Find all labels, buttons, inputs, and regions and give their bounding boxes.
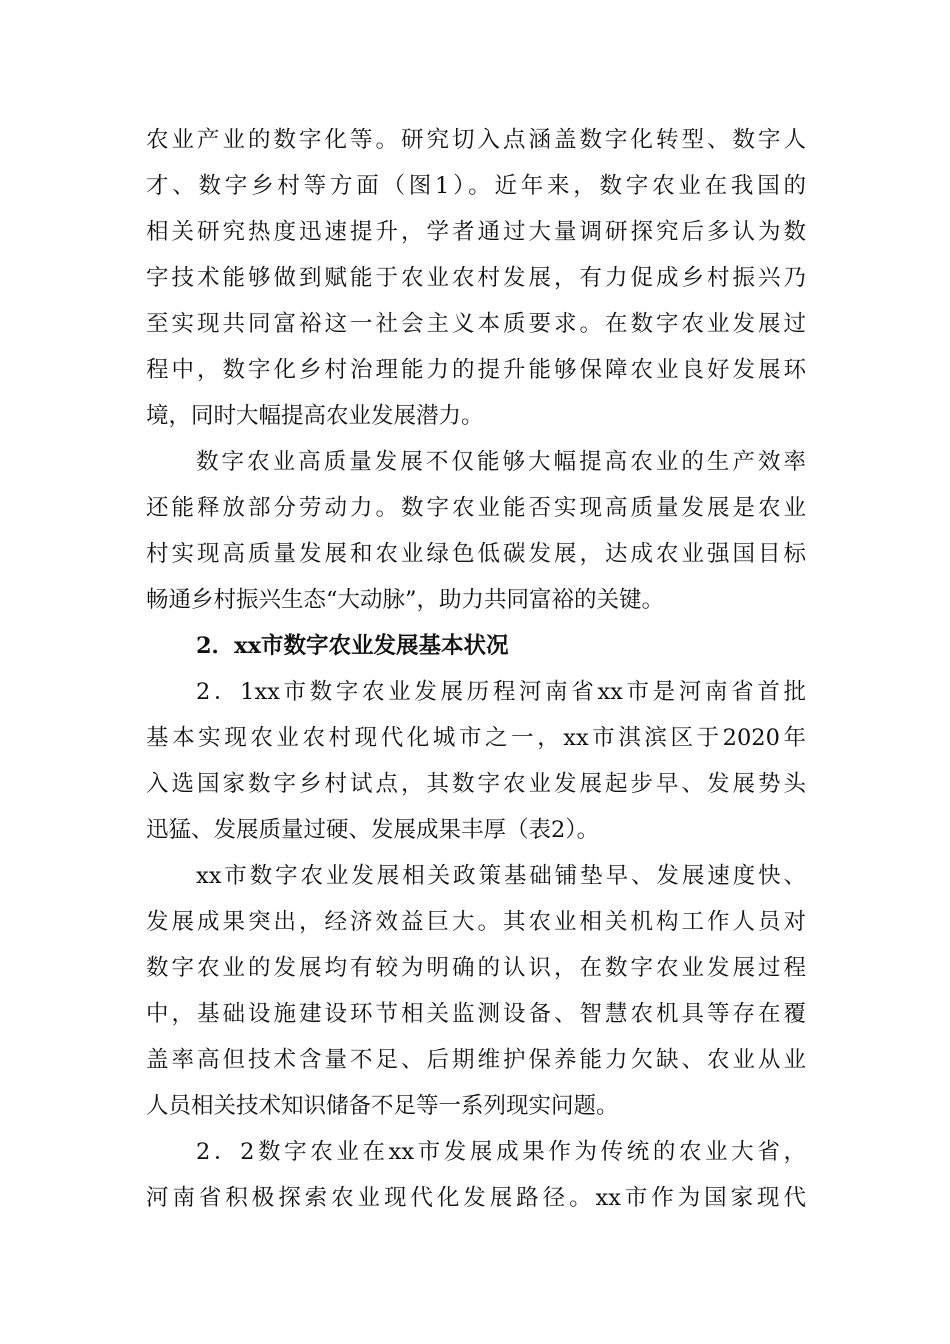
text-line: xx市数字农业发展相关政策基础铺垫早、发展速度快、 [196,863,806,889]
text-line: 基本实现农业农村现代化城市之一，xx市淇滨区于2020年 [146,725,806,751]
text-line: 畅通乡村振兴生态“大动脉”，助力共同富裕的关键。 [146,587,665,613]
text-line: 发展成果突出，经济效益巨大。其农业相关机构工作人员对 [146,909,806,935]
text-line: 才、数字乡村等方面（图1）。近年来，数字农业在我国的 [146,173,806,199]
text-line: 至实现共同富裕这一社会主义本质要求。在数字农业发展过 [146,311,806,337]
text-line: 盖率高但技术含量不足、后期维护保养能力欠缺、农业从业 [146,1047,806,1073]
text-line: 程中，数字化乡村治理能力的提升能够保障农业良好发展环 [146,357,806,383]
text-line: 中，基础设施建设环节相关监测设备、智慧农机具等存在覆 [146,1001,806,1027]
text-line: 还能释放部分劳动力。数字农业能否实现高质量发展是农业 [146,495,806,521]
text-line: 河南省积极探索农业现代化发展路径。xx市作为国家现代 [146,1185,806,1211]
text-line: 村实现高质量发展和农业绿色低碳发展，达成农业强国目标 [146,541,806,567]
text-line: 字技术能够做到赋能于农业农村发展，有力促成乡村振兴乃 [146,265,806,291]
text-line: 农业产业的数字化等。研究切入点涵盖数字化转型、数字人 [146,127,806,153]
text-line: 入选国家数字乡村试点，其数字农业发展起步早、发展势头 [146,771,806,797]
text-line: 数字农业高质量发展不仅能够大幅提高农业的生产效率 [196,449,806,475]
text-line: 迅猛、发展质量过硬、发展成果丰厚（表2）。 [146,817,600,843]
section-heading: 2．xx市数字农业发展基本状况 [196,633,509,659]
text-line: 相关研究热度迅速提升，学者通过大量调研探究后多认为数 [146,219,806,245]
text-line: 2．1xx市数字农业发展历程河南省xx市是河南省首批 [196,679,806,705]
text-line: 数字农业的发展均有较为明确的认识，在数字农业发展过程 [146,955,806,981]
text-line: 境，同时大幅提高农业发展潜力。 [146,403,484,429]
text-line: 2．2数字农业在xx市发展成果作为传统的农业大省， [196,1139,806,1165]
text-line: 人员相关技术知识储备不足等一系列现实问题。 [146,1093,619,1119]
